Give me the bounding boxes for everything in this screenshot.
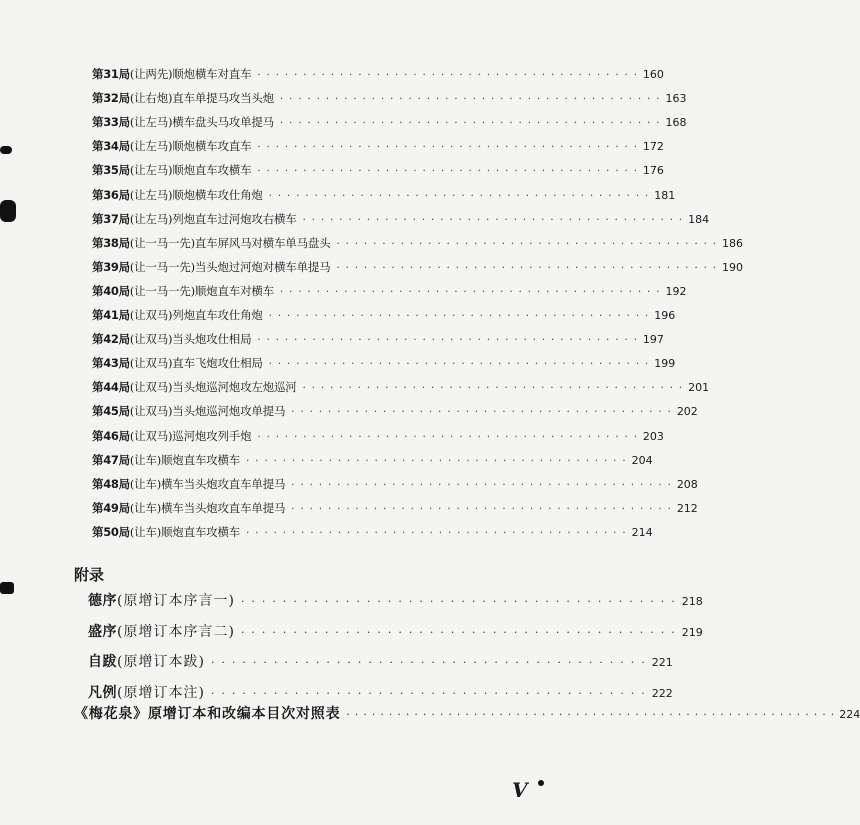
game-title: (让车)横车当头炮攻直车单提马 <box>129 500 286 515</box>
page-number: 214 <box>631 525 653 539</box>
toc-entry[interactable] <box>92 307 676 323</box>
appendix-title: 自跋(原增订本跋) <box>88 654 205 670</box>
game-number: 第34局 <box>92 139 130 154</box>
page-number: 201 <box>688 381 710 395</box>
game-number: 第43局 <box>92 356 130 371</box>
page-number: 219 <box>681 625 703 639</box>
leader-dots: ·········································· <box>257 431 643 443</box>
page-number: 184 <box>688 212 710 226</box>
leader-dots: ·········································· <box>279 94 666 106</box>
toc-entry[interactable] <box>92 500 698 516</box>
toc-entry[interactable] <box>92 403 698 419</box>
game-title: (让双马)列炮直车攻仕角炮 <box>129 308 263 322</box>
toc-entry[interactable] <box>92 331 664 347</box>
leader-dots: ·········································· <box>210 656 652 669</box>
leader-dots: ·········································· <box>257 70 643 81</box>
appendix-title: 盛序(原增订本序言二) <box>88 623 235 640</box>
page-number: 199 <box>654 357 676 371</box>
leader-dots: ·········································· <box>268 190 655 202</box>
game-number: 第37局 <box>92 211 130 226</box>
toc-entry[interactable] <box>92 452 653 468</box>
scan-mark <box>0 200 16 222</box>
page-number: 160 <box>642 68 664 81</box>
toc-entry[interactable] <box>92 138 664 154</box>
leader-dots: ·························································· <box>346 708 840 721</box>
leader-dots: ·········································· <box>240 595 682 608</box>
page-number: 176 <box>642 164 664 178</box>
game-number: 第32局 <box>92 91 130 106</box>
game-title: (让双马)当头炮巡河炮攻左炮巡河 <box>129 380 297 395</box>
appendix-subtitle: (原增订本序言一) <box>117 593 235 609</box>
game-title: (让车)顺炮直车攻横车 <box>129 452 241 467</box>
scan-dot <box>538 780 544 786</box>
leader-dots: ·········································· <box>240 625 682 639</box>
page-number: 197 <box>642 333 664 347</box>
game-title: (让一马一先)顺炮直车对横车 <box>129 283 274 298</box>
toc-entry[interactable] <box>92 90 687 106</box>
leader-dots: ·········································· <box>268 311 655 322</box>
comparison-table-entry[interactable] <box>74 703 860 723</box>
game-number: 第49局 <box>92 500 130 515</box>
game-number: 第47局 <box>92 452 130 467</box>
page-number: 190 <box>722 260 743 274</box>
leader-dots: ·········································· <box>336 238 722 250</box>
game-title: (让左马)横车盘头马攻单提马 <box>129 115 274 130</box>
leader-dots: ·········································· <box>279 286 666 298</box>
game-title: (让左马)顺炮横车攻直车 <box>129 139 252 154</box>
appendix-title: 凡例(原增订本注) <box>88 684 205 701</box>
toc-entry[interactable] <box>92 187 676 203</box>
leader-dots: ·········································· <box>257 166 643 178</box>
scan-mark <box>0 582 14 594</box>
page-number: 222 <box>651 686 673 700</box>
game-number: 第31局 <box>92 67 130 81</box>
game-number: 第48局 <box>92 476 130 491</box>
appendix-subtitle: (原增订本跋) <box>117 654 205 670</box>
game-number: 第36局 <box>92 187 130 202</box>
appendix-entry[interactable] <box>88 651 673 671</box>
appendix-entry[interactable] <box>88 621 703 641</box>
page-number: 186 <box>722 236 743 250</box>
game-title: (让两先)顺炮横车对直车 <box>129 67 252 81</box>
page-number: 181 <box>654 188 676 202</box>
page-number: 203 <box>642 429 664 443</box>
page-number: 218 <box>681 595 703 608</box>
leader-dots: ·········································· <box>302 383 689 395</box>
toc-entry[interactable] <box>92 114 687 130</box>
appendix-entry[interactable] <box>88 682 673 702</box>
page-number: 202 <box>676 405 698 419</box>
leader-dots: ·········································· <box>291 503 677 515</box>
toc-entry[interactable] <box>92 476 698 492</box>
game-title: (让车)顺炮直车攻横车 <box>129 524 241 539</box>
appendix-entry[interactable] <box>88 590 703 610</box>
game-number: 第40局 <box>92 283 130 298</box>
appendix-heading: 附录 <box>74 566 105 584</box>
page-number: 168 <box>665 116 687 130</box>
game-number: 第33局 <box>92 115 130 130</box>
game-number: 第46局 <box>92 428 130 443</box>
game-title: (让左马)列炮直车过河炮攻右横车 <box>129 211 297 226</box>
comparison-title: 《梅花泉》原增订本和改编本目次对照表 <box>74 706 341 722</box>
leader-dots: ·········································· <box>279 118 666 130</box>
page-number: 204 <box>631 453 653 467</box>
leader-dots: ·········································· <box>291 407 677 419</box>
page-folio: V <box>512 778 528 802</box>
scan-mark <box>0 146 12 154</box>
appendix-title: 德序(原增订本序言一) <box>88 593 235 609</box>
game-title: (让车)横车当头炮攻直车单提马 <box>129 476 286 491</box>
appendix-subtitle: (原增订本序言二) <box>117 623 235 640</box>
leader-dots: ·········································· <box>246 527 632 539</box>
game-title: (让一马一先)当头炮过河炮对横车单提马 <box>129 259 331 274</box>
toc-entry[interactable] <box>92 259 743 275</box>
toc-entry[interactable] <box>92 162 664 178</box>
game-number: 第38局 <box>92 235 130 250</box>
game-number: 第50局 <box>92 524 130 539</box>
leader-dots: ·········································· <box>257 142 643 154</box>
page-number: 208 <box>676 477 698 491</box>
leader-dots: ·········································· <box>257 335 643 347</box>
leader-dots: ·········································· <box>336 262 722 274</box>
toc-entry[interactable] <box>92 524 653 540</box>
toc-entry[interactable] <box>92 428 664 444</box>
leader-dots: ·········································· <box>210 686 652 700</box>
page-number: 172 <box>642 140 664 154</box>
leader-dots: ·········································· <box>302 214 689 226</box>
toc-entry[interactable] <box>92 235 743 251</box>
page-number: 196 <box>654 309 676 322</box>
toc-entry[interactable] <box>92 355 676 371</box>
game-number: 第35局 <box>92 163 130 178</box>
game-title: (让双马)巡河炮攻列手炮 <box>129 428 252 443</box>
leader-dots: ·········································· <box>246 455 632 467</box>
game-title: (让双马)当头炮巡河炮攻单提马 <box>129 404 286 419</box>
game-title: (让左马)顺炮横车攻仕角炮 <box>129 187 263 202</box>
game-title: (让左马)顺炮直车攻横车 <box>129 163 252 178</box>
leader-dots: ·········································· <box>291 479 677 491</box>
toc-entry[interactable] <box>92 379 710 395</box>
page-number: 163 <box>665 92 687 106</box>
game-title: (让一马一先)直车屏风马对横车单马盘头 <box>129 235 331 250</box>
game-number: 第45局 <box>92 404 130 419</box>
page-number: 212 <box>676 501 698 515</box>
game-title: (让右炮)直车单提马攻当头炮 <box>129 91 274 106</box>
page-number: 221 <box>651 656 673 669</box>
comparison-page: 224 <box>839 708 860 721</box>
toc-entry[interactable] <box>92 283 687 299</box>
game-number: 第42局 <box>92 332 130 347</box>
appendix-subtitle: (原增订本注) <box>117 684 205 701</box>
page-number: 192 <box>665 284 687 298</box>
leader-dots: ·········································· <box>268 359 655 371</box>
game-number: 第44局 <box>92 380 130 395</box>
game-title: (让双马)当头炮攻仕相局 <box>129 332 252 347</box>
toc-entry[interactable] <box>92 66 664 82</box>
game-number: 第39局 <box>92 259 130 274</box>
game-number: 第41局 <box>92 308 130 322</box>
game-title: (让双马)直车飞炮攻仕相局 <box>129 356 263 371</box>
toc-entry[interactable] <box>92 211 710 227</box>
